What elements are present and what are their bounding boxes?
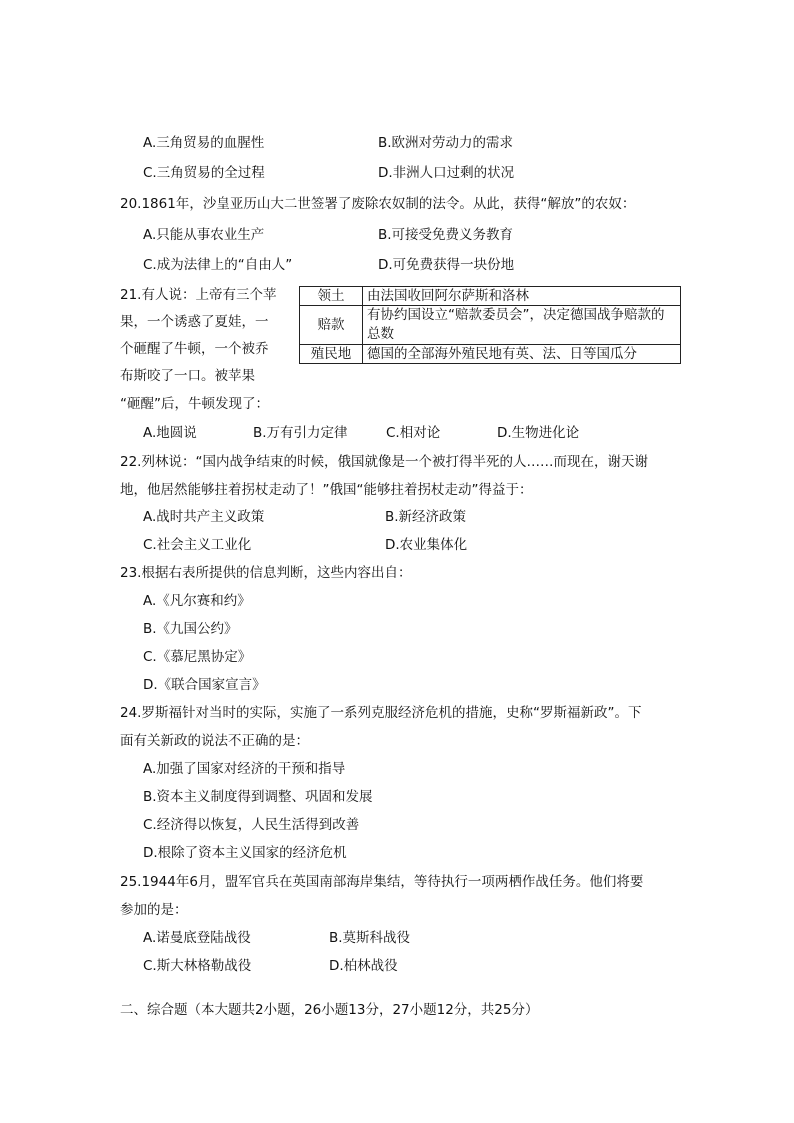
table-value-cell: 由法国收回阿尔萨斯和洛林 xyxy=(363,287,681,306)
q24-stem-line-2: 面有关新政的说法不正确的是： xyxy=(120,733,309,749)
q24-stem-line-1: 24.罗斯福针对当时的实际，实施了一系列克服经济危机的措施，史称“罗斯福新政”。下 xyxy=(120,705,642,721)
q21-option-b: B.万有引力定律 xyxy=(253,425,348,441)
table-value-cell: 有协约国设立“赔款委员会”，决定德国战争赔款的总数 xyxy=(363,306,681,345)
q20-option-a: A.只能从事农业生产 xyxy=(143,227,265,243)
treaty-info-table xyxy=(299,286,681,364)
q21-stem-line-2: 果，一个诱惑了夏娃，一 xyxy=(120,314,269,330)
q22-option-b: B.新经济政策 xyxy=(385,509,467,525)
q19-option-a: A.三角贸易的血腥性 xyxy=(143,135,265,151)
q22-option-c: C.社会主义工业化 xyxy=(143,537,252,553)
q25-option-c: C.斯大林格勒战役 xyxy=(143,958,252,974)
q19-option-d: D.非洲人口过剩的状况 xyxy=(378,165,515,181)
q20-option-d: D.可免费获得一块份地 xyxy=(378,257,515,273)
q25-stem-line-1: 25.1944年6月，盟军官兵在英国南部海岸集结，等待执行一项两栖作战任务。他们将要 xyxy=(120,874,644,890)
q23-stem: 23.根据右表所提供的信息判断，这些内容出自： xyxy=(120,565,412,581)
table-row xyxy=(300,306,681,345)
q23-option-c: C.《慕尼黑协定》 xyxy=(143,649,252,665)
q21-option-c: C.相对论 xyxy=(386,425,441,441)
q19-option-b: B.欧洲对劳动力的需求 xyxy=(378,135,514,151)
q24-option-b: B.资本主义制度得到调整、巩固和发展 xyxy=(143,789,373,805)
q25-option-b: B.莫斯科战役 xyxy=(329,930,411,946)
q23-option-b: B.《九国公约》 xyxy=(143,621,238,637)
q21-stem-line-1: 21.有人说：上帝有三个苹 xyxy=(120,287,277,303)
q25-option-d: D.柏林战役 xyxy=(329,958,398,974)
q24-option-d: D.根除了资本主义国家的经济危机 xyxy=(143,845,347,861)
q21-stem-line-5: “砸醒”后，牛顿发现了： xyxy=(120,396,269,412)
q21-option-a: A.地圆说 xyxy=(143,425,197,441)
q22-option-a: A.战时共产主义政策 xyxy=(143,509,265,525)
table-row xyxy=(300,345,681,364)
q24-option-c: C.经济得以恢复，人民生活得到改善 xyxy=(143,817,360,833)
q21-option-d: D.生物进化论 xyxy=(497,425,580,441)
q20-option-c: C.成为法律上的“自由人” xyxy=(143,257,293,273)
table-value-cell: 德国的全部海外殖民地有英、法、日等国瓜分 xyxy=(363,345,681,364)
q19-option-c: C.三角贸易的全过程 xyxy=(143,165,265,181)
q25-stem-line-2: 参加的是： xyxy=(120,902,188,918)
section-2-heading: 二、综合题（本大题共2小题，26小题13分，27小题12分，共25分） xyxy=(120,1002,539,1018)
table-key-cell: 领土 xyxy=(300,287,363,306)
q23-option-d: D.《联合国家宣言》 xyxy=(143,677,266,693)
q20-stem: 20.1861年，沙皇亚历山大二世签署了废除农奴制的法令。从此，获得“解放”的农奴： xyxy=(120,196,636,212)
q24-option-a: A.加强了国家对经济的干预和指导 xyxy=(143,761,346,777)
q22-stem-line-1: 22.列林说：“国内战争结束的时候，俄国就像是一个被打得半死的人……而现在，谢天谢 xyxy=(120,454,648,470)
table-row xyxy=(300,287,681,306)
q21-stem-line-3: 个砸醒了牛顿，一个被乔 xyxy=(120,341,269,357)
q20-option-b: B.可接受免费义务教育 xyxy=(378,227,514,243)
table-key-cell: 殖民地 xyxy=(300,345,363,364)
q23-option-a: A.《凡尔赛和约》 xyxy=(143,593,251,609)
table-key-cell: 赔款 xyxy=(300,306,363,345)
q21-stem-line-4: 布斯咬了一口。被苹果 xyxy=(120,368,255,384)
q22-stem-line-2: 地，他居然能够拄着拐杖走动了！”俄国“能够拄着拐杖走动”得益于： xyxy=(120,482,533,498)
q22-option-d: D.农业集体化 xyxy=(385,537,468,553)
q25-option-a: A.诺曼底登陆战役 xyxy=(143,930,251,946)
